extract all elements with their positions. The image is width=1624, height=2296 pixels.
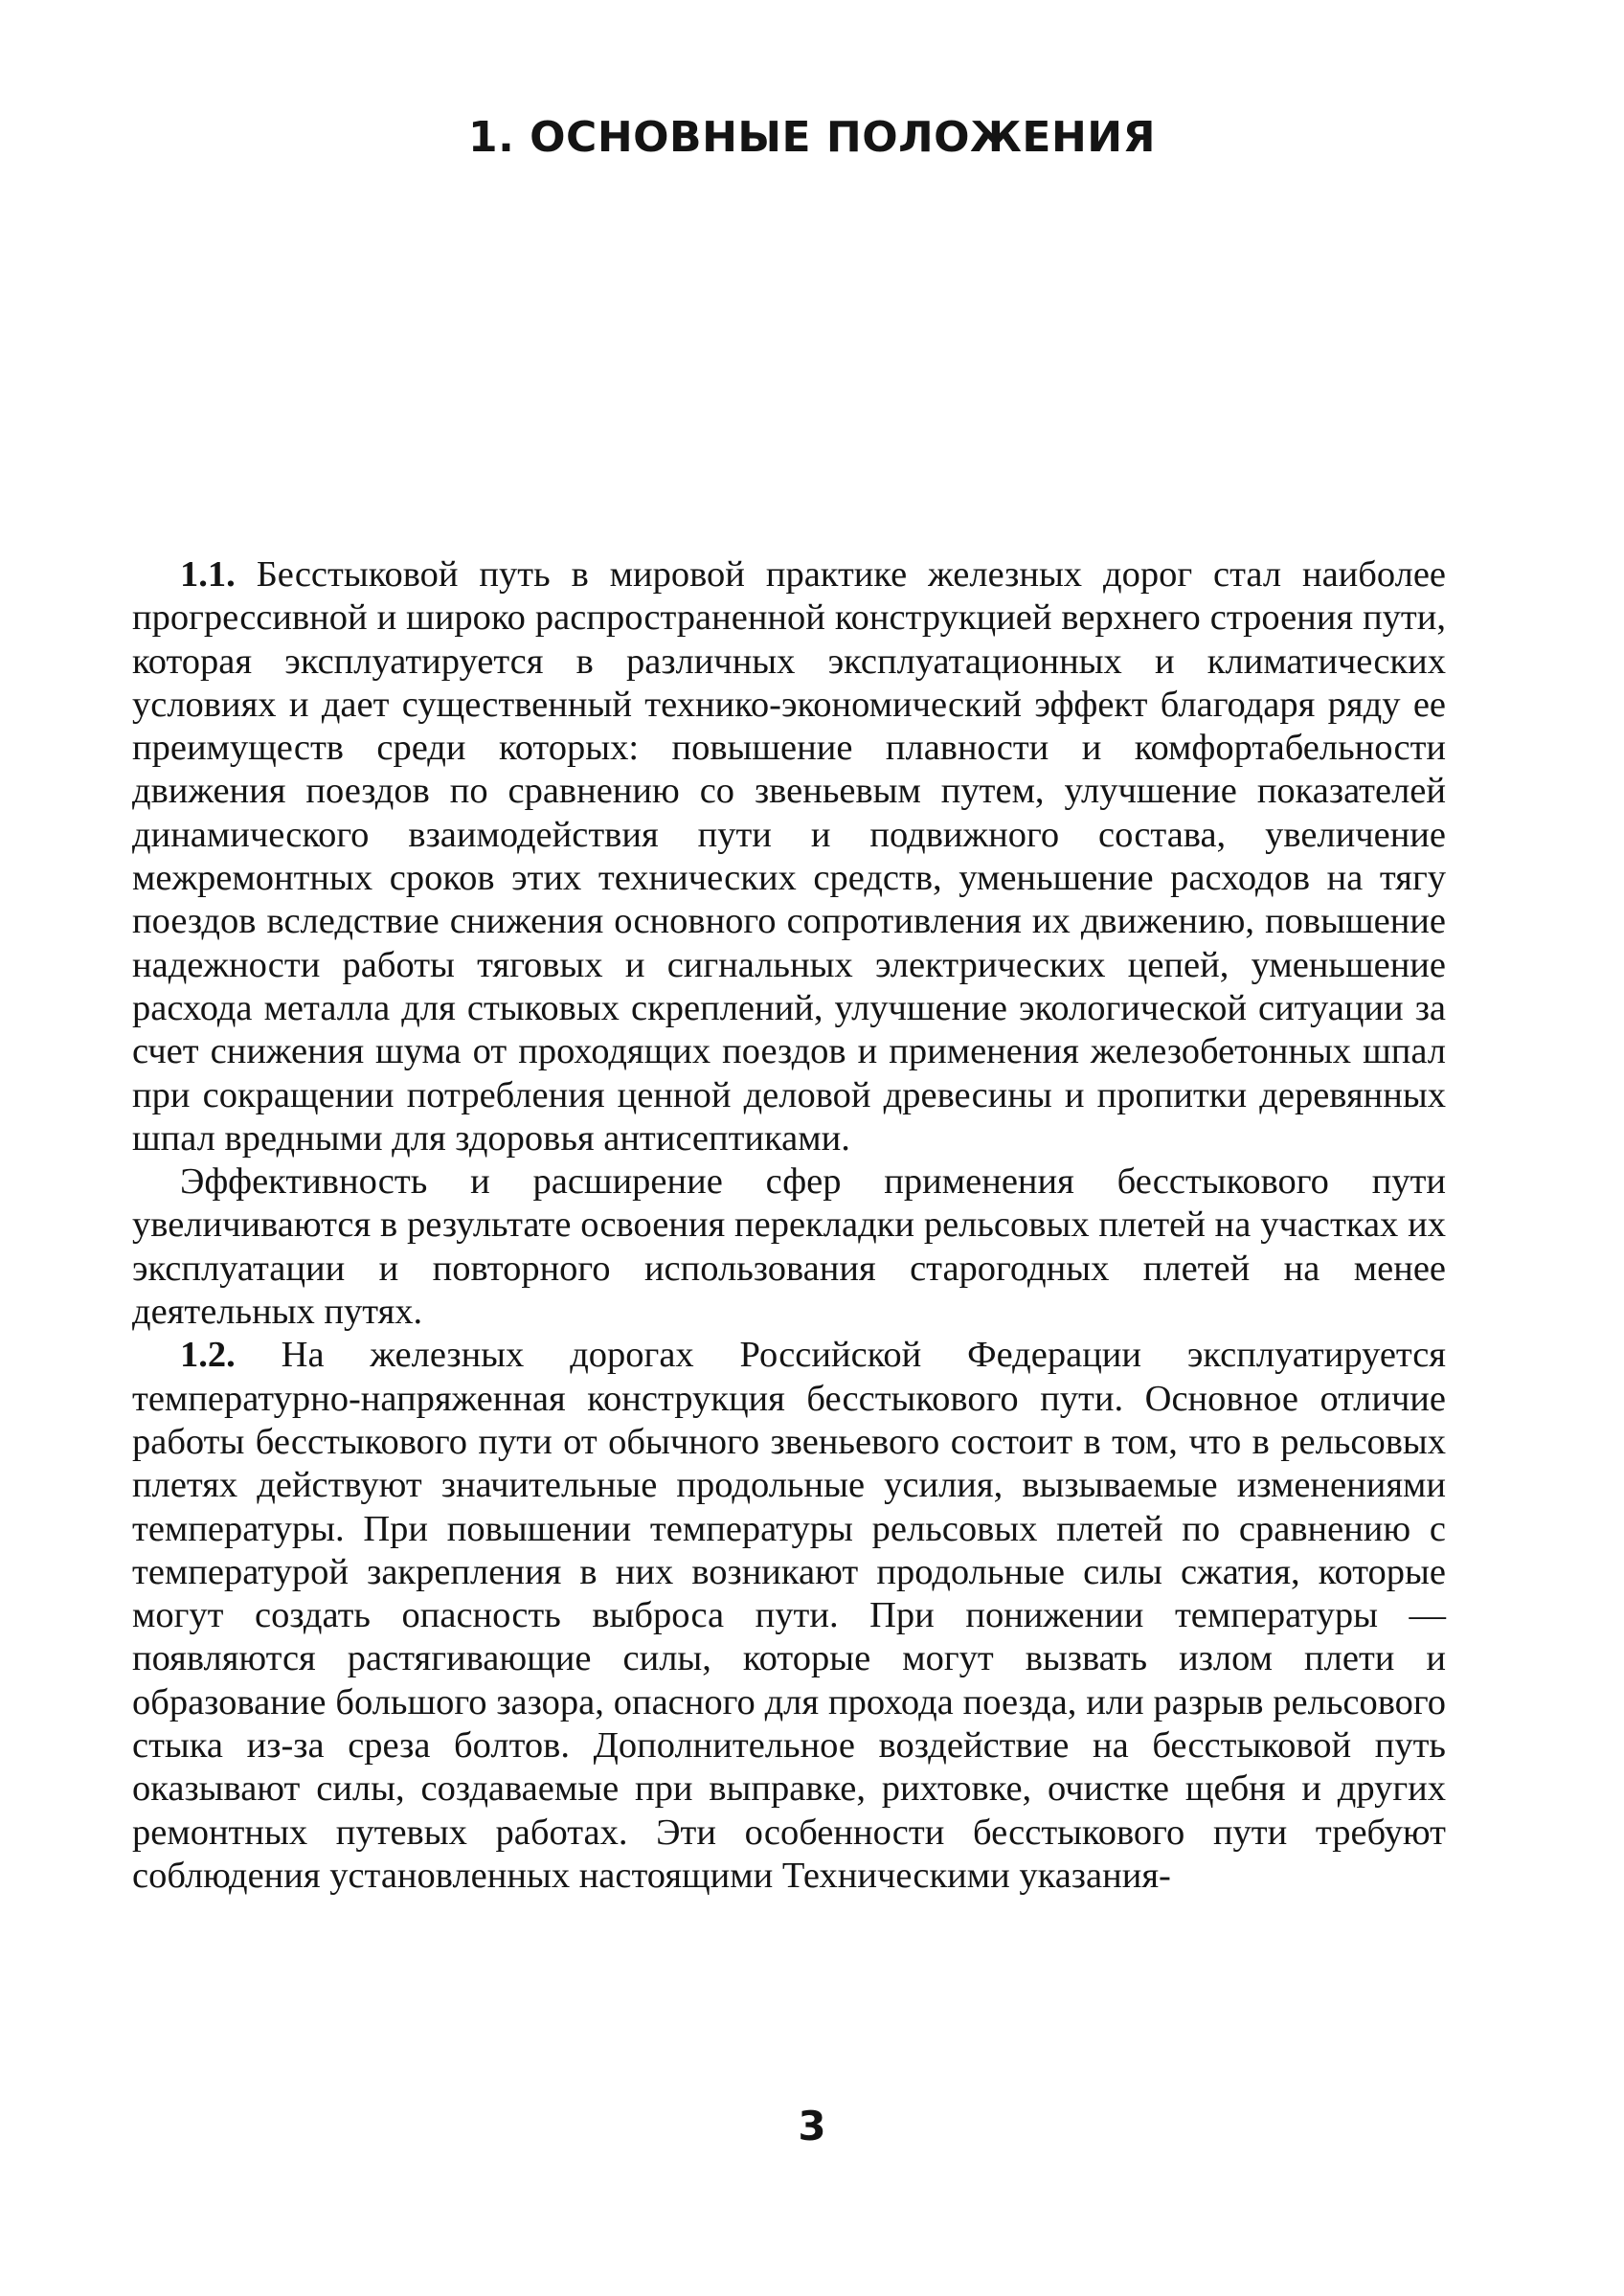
section-heading: 1. ОСНОВНЫЕ ПОЛОЖЕНИЯ (467, 113, 1157, 162)
paragraph-text: Эффективность и расширение сфер применения бесстыкового пути увеличиваются в результате освоения перекладки рельсовых плетей на участках их эксплуатации и повторного использования старогодных плетей на менее деятельных путях. (132, 1161, 1446, 1333)
paragraph-text: Бесстыковой путь в мировой практике железных дорог стал наиболее прогрессивной и широко распространенной конструкцией верхнего строения пути, которая эксплуатируется в различных эксплуатационных и климатических условиях и дает существенный технико-экономический эффект благодаря ряду ее преимуществ среди которых: повышение плавности и комфортабельности движения поездов по сравнению со звеньевым путем, улучшение показателей динамического взаимодействия пути и подвижного состава, увеличение межремонтных сроков этих технических средств, уменьшение расходов на тягу поездов вследствие снижения основного сопротивления их движению, повышение надежности работы тяговых и сигнальных электрических цепей, уменьшение расхода металла для стыковых скреплений, улучшение экологической ситуации за счет снижения шума от проходящих поездов и применения железобетонных шпал при сокращении потребления ценной деловой древесины и пропитки деревянных шпал вредными для здоровья антисептиками. (132, 554, 1447, 1159)
page-number: 3 (798, 2103, 826, 2150)
paragraph-number: 1.1. (180, 554, 236, 595)
paragraph-number: 1.2. (180, 1335, 236, 1376)
paragraph-text: На железных дорогах Российской Федерации эксплуатируется температурно-напряженная конструкция бесстыкового пути. Основное отличие работы бесстыкового пути от обычного звеньевого состоит в том, что в рельсовых плетях действуют значительные продольные усилия, вызываемые изменениями температуры. При повышении температуры рельсовых плетей по сравнению с температурой закрепления в них возникают продольные силы сжатия, которые могут создать опасность выброса пути. При понижении температуры — появляются растягивающие силы, которые могут вызвать излом плети и образование большого зазора, опасного для прохода поезда, или разрыв рельсового стыка из-за среза болтов. Дополнительное воздействие на бесстыковой путь оказывают силы, создаваемые при выправке, рихтовке, очистке щебня и других ремонтных путевых работах. Эти особенности бесстыкового пути требуют соблюдения установленных настоящими Техническими указания- (132, 1335, 1446, 1896)
paragraph-1-2 (132, 1334, 1446, 1898)
paragraph-1-1 (132, 553, 1446, 1160)
paragraph-1-1-continued (132, 1160, 1446, 1334)
body-text (132, 553, 1446, 1898)
